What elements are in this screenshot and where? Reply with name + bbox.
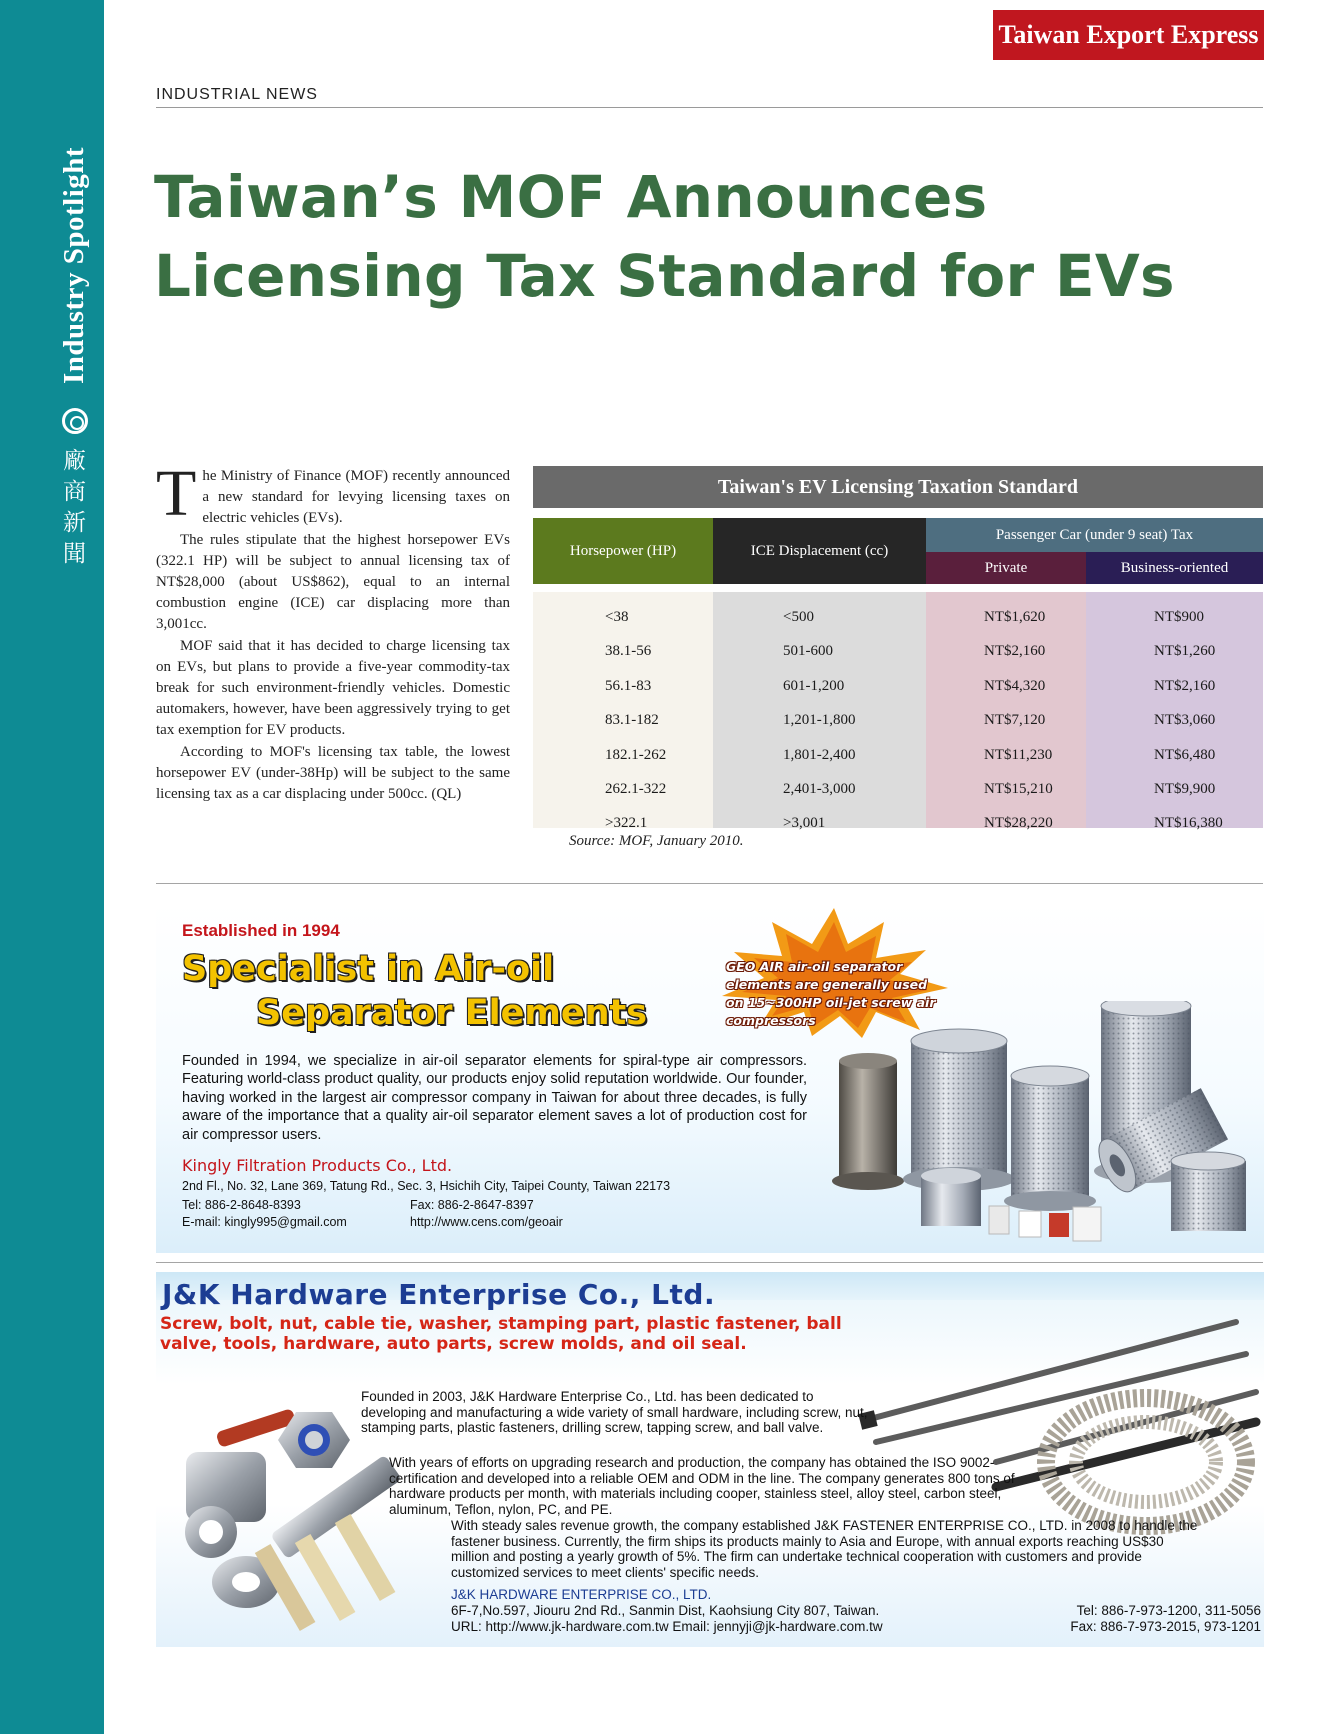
table-cell: 1,201-1,800 bbox=[783, 712, 856, 729]
section-divider bbox=[156, 883, 1263, 884]
table-cell: NT$7,120 bbox=[984, 712, 1046, 729]
column-horsepower bbox=[533, 592, 713, 832]
ad-paragraph-2: With years of efforts on upgrading research and production, the company has obtained the ISO 9002- certification and developed into a reliable OEM and ODM in the line. The company generates 800 tons of hardware products per month, with materials including cooper, stainless steel, alloy steel, carbon steel, aluminum, Teflon, nylon, PC, and PE. bbox=[389, 1455, 1015, 1517]
headline-line-2: Separator Elements bbox=[256, 993, 648, 1033]
table-cell: 56.1-83 bbox=[605, 677, 652, 694]
ad-company-name: Kingly Filtration Products Co., Ltd. bbox=[182, 1156, 453, 1175]
ad-headline bbox=[182, 947, 647, 1035]
title-line-1: Taiwan’s MOF Announces bbox=[154, 163, 988, 231]
table-cell: >3,001 bbox=[783, 815, 826, 832]
chinese-char: 聞 bbox=[63, 541, 86, 567]
sidebar bbox=[0, 0, 104, 1734]
ad-contact-info bbox=[182, 1197, 742, 1231]
article-paragraph-1 bbox=[156, 457, 510, 530]
headline-line-1: Specialist in Air-oil bbox=[182, 949, 555, 989]
table-cell: 2,401-3,000 bbox=[783, 780, 856, 797]
header-divider bbox=[156, 107, 1263, 108]
table-cell: 601-1,200 bbox=[783, 677, 845, 694]
ad-address: 6F-7,No.597, Jiouru 2nd Rd., Sanmin Dist, Kaohsiung City 807, Taiwan. bbox=[451, 1602, 880, 1618]
ad-address: 2nd Fl., No. 32, Lane 369, Tatung Rd., Sec. 3, Hsichih City, Taipei County, Taiwan 22173 bbox=[182, 1179, 671, 1193]
ad-url-email: URL: http://www.jk-hardware.com.tw Email: jennyji@jk-hardware.com.tw bbox=[451, 1618, 883, 1634]
table-cell: NT$1,620 bbox=[984, 609, 1046, 625]
badge-text: GEO AIR air-oil separator elements are generally used on 15~300HP oil-jet screw air compressors bbox=[726, 959, 936, 1028]
air-oil-separator-filters-image bbox=[811, 1001, 1261, 1251]
table-title: Taiwan's EV Licensing Taxation Standard bbox=[533, 466, 1263, 508]
table-cell: 1,801-2,400 bbox=[783, 746, 856, 763]
table-cell: 501-600 bbox=[783, 643, 833, 660]
jk-hardware-advertisement bbox=[156, 1272, 1264, 1647]
ad-email: E-mail: kingly995@gmail.com bbox=[182, 1215, 347, 1229]
column-private bbox=[926, 592, 1086, 832]
table-cell: <38 bbox=[605, 609, 629, 625]
article-paragraph-3: MOF said that it has decided to charge licensing tax on EVs, but plans to provide a five-year commodity-tax break for such environment-friendly vehicles. Domestic automakers, however, have been aggressively trying to get tax exemption for EV products. bbox=[156, 637, 510, 739]
chinese-char: 新 bbox=[63, 510, 86, 536]
table-header bbox=[533, 518, 1263, 584]
table-cell: NT$900 bbox=[1154, 609, 1204, 625]
ad-company-name: J&K Hardware Enterprise Co., Ltd. bbox=[162, 1278, 716, 1311]
article-paragraph-2: The rules stipulate that the highest horsepower EVs (322.1 HP) will be subject to annual licensing tax of NT$28,000 (about US$862), equal to an internal combustion engine (ICE) car displacing more than 3,001cc. bbox=[156, 531, 510, 633]
header-passenger-car: Passenger Car (under 9 seat) Tax bbox=[926, 518, 1263, 552]
table-cell: NT$9,900 bbox=[1154, 780, 1216, 797]
table-cell: NT$3,060 bbox=[1154, 712, 1216, 729]
ad-established: Established in 1994 bbox=[182, 921, 340, 940]
table-cell: NT$1,260 bbox=[1154, 643, 1216, 660]
ad-paragraph-3: With steady sales revenue growth, the company established J&K FASTENER ENTERPRISE CO., LTD. in 2008 to handle the fastener business. Currently, the firm ships its products mainly to Asia and Europe, with annual exports reaching US$30 million and posting a yearly growth of 5%. The firm can undertake technical cooperation with customers and provide customized services to meet clients' specific needs. bbox=[451, 1518, 1198, 1580]
chinese-char: 廠 bbox=[63, 448, 86, 474]
table-cell: NT$4,320 bbox=[984, 677, 1046, 694]
ad-product-list: Screw, bolt, nut, cable tie, washer, stamping part, plastic fastener, ball valve, tools, hardware, auto parts, screw molds, and oil seal. bbox=[160, 1314, 842, 1354]
article-body bbox=[156, 457, 510, 805]
paragraph-text: he Ministry of Finance (MOF) recently announced a new standard for levying licensing taxes on electric vehicles (EVs). bbox=[202, 468, 510, 527]
kingly-advertisement bbox=[156, 903, 1264, 1253]
table-cell: 262.1-322 bbox=[605, 780, 667, 797]
table-cell: NT$6,480 bbox=[1154, 746, 1216, 763]
header-horsepower: Horsepower (HP) bbox=[533, 518, 713, 584]
sidebar-chinese-label bbox=[63, 446, 89, 570]
ad-fax: Fax: 886-7-973-2015, 973-1201 bbox=[1070, 1618, 1261, 1634]
ad-footer bbox=[451, 1587, 1261, 1634]
ad-fax: Fax: 886-2-8647-8397 bbox=[410, 1198, 534, 1212]
table-cell: NT$16,380 bbox=[1154, 815, 1223, 832]
column-ice-displacement bbox=[713, 592, 926, 832]
section-divider bbox=[156, 1262, 1263, 1263]
article-paragraph-4: According to MOF's licensing tax table, the lowest horsepower EV (under-38Hp) will be subject to the same licensing tax as a car displacing under 500cc. (QL) bbox=[156, 743, 510, 803]
table-cell: <500 bbox=[783, 609, 814, 625]
ad-paragraph-1: Founded in 2003, J&K Hardware Enterprise Co., Ltd. has been dedicated to developing and manufacturing a wide variety of small hardware, including screw, nut, stamping parts, plastic fasteners, drilling screw, tapping screw, and ball valve. bbox=[361, 1389, 868, 1436]
table-cell: NT$15,210 bbox=[984, 780, 1053, 797]
header-business: Business-oriented bbox=[1086, 552, 1263, 584]
ad-footer-company: J&K HARDWARE ENTERPRISE CO., LTD. bbox=[451, 1587, 712, 1602]
drop-cap: T bbox=[156, 457, 197, 530]
header-private: Private bbox=[926, 552, 1086, 584]
ad-body-text: Founded in 1994, we specialize in air-oil separator elements for spiral-type air compressors. Featuring world-class product quality, our products enjoy solid reputation worldwide. Our founder, having worked in the largest air compressor company in Taiwan for about three decades, is fully aware of the importance that a quality air-oil separator element saves a lot of production cost for air compressor users. bbox=[182, 1053, 807, 1143]
table-cell: NT$2,160 bbox=[984, 643, 1046, 660]
header-ice-displacement: ICE Displacement (cc) bbox=[713, 518, 926, 584]
table-cell: NT$28,220 bbox=[984, 815, 1053, 832]
ad-url: http://www.cens.com/geoair bbox=[410, 1215, 563, 1229]
circle-symbol-icon bbox=[62, 408, 88, 434]
table-source: Source: MOF, January 2010. bbox=[569, 833, 744, 849]
ad-tel: Tel: 886-7-973-1200, 311-5056 bbox=[1076, 1602, 1261, 1618]
table-cell: 83.1-182 bbox=[605, 712, 659, 729]
publication-brand-tab: Taiwan Export Express bbox=[993, 10, 1264, 60]
ad-tel: Tel: 886-2-8648-8393 bbox=[182, 1198, 301, 1212]
table-cell: 38.1-56 bbox=[605, 643, 652, 660]
table-cell: NT$2,160 bbox=[1154, 677, 1216, 694]
article-title bbox=[154, 158, 1264, 316]
tax-table bbox=[533, 466, 1263, 850]
table-cell: 182.1-262 bbox=[605, 746, 667, 763]
title-line-2: Licensing Tax Standard for EVs bbox=[154, 242, 1175, 310]
chinese-char: 商 bbox=[63, 479, 86, 505]
table-body bbox=[533, 592, 1263, 832]
table-cell: >322.1 bbox=[605, 815, 648, 832]
sidebar-section-label: Industry Spotlight bbox=[58, 146, 90, 384]
column-business bbox=[1086, 592, 1263, 832]
section-heading: INDUSTRIAL NEWS bbox=[156, 86, 318, 103]
table-cell: NT$11,230 bbox=[984, 746, 1053, 763]
